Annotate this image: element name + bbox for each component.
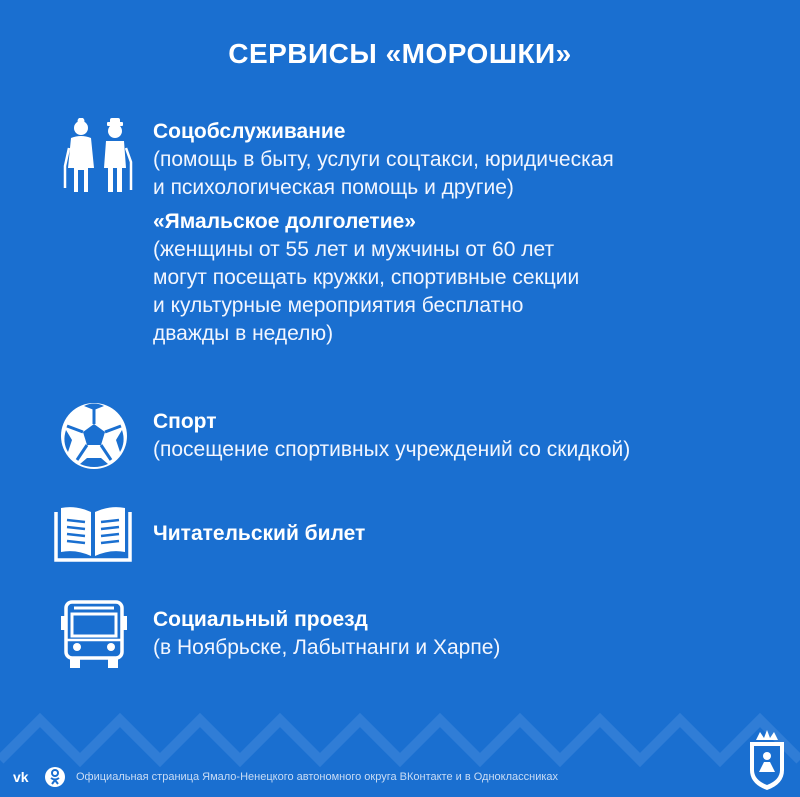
- social-service-line-1: (помощь в быту, услуги соцтакси, юридическая: [153, 148, 614, 171]
- transport-heading: Социальный проезд: [153, 608, 368, 631]
- ornament-pattern: [0, 700, 800, 770]
- longevity-line-4: дважды в неделю): [153, 322, 334, 345]
- transport-block: [153, 606, 793, 662]
- page-title: СЕРВИСЫ «МОРОШКИ»: [228, 38, 572, 69]
- longevity-line-3: и культурные мероприятия бесплатно: [153, 294, 524, 317]
- longevity-line-2: могут посещать кружки, спортивные секции: [153, 266, 580, 289]
- svg-text:vk: vk: [13, 769, 29, 785]
- soccer-ball-icon: [58, 400, 130, 477]
- library-block: [153, 520, 793, 548]
- bus-icon: [58, 600, 130, 675]
- coat-of-arms-emblem: [742, 730, 792, 797]
- sport-heading: Спорт: [153, 410, 217, 433]
- odnoklassniki-icon[interactable]: [44, 766, 66, 793]
- open-book-icon: [54, 506, 132, 567]
- library-heading: Читательский билет: [153, 522, 366, 545]
- footer-text: Официальная страница Ямало-Ненецкого автономного округа ВКонтакте и в Одноклассниках: [76, 771, 559, 783]
- sport-block: [153, 408, 793, 464]
- social-service-heading: Соцобслуживание: [153, 120, 346, 143]
- social-service-line-2: и психологическая помощь и другие): [153, 176, 514, 199]
- longevity-line-1: (женщины от 55 лет и мужчины от 60 лет: [153, 238, 555, 261]
- transport-line-1: (в Ноябрьске, Лабытнанги и Харпе): [153, 636, 501, 659]
- sport-line-1: (посещение спортивных учреждений со скидкой): [153, 438, 631, 461]
- longevity-block: [153, 208, 793, 348]
- longevity-heading: «Ямальское долголетие»: [153, 210, 416, 233]
- social-service-block: [153, 118, 793, 202]
- footer: [0, 762, 800, 796]
- vk-icon[interactable]: [12, 766, 34, 793]
- elderly-people-icon: [60, 118, 138, 199]
